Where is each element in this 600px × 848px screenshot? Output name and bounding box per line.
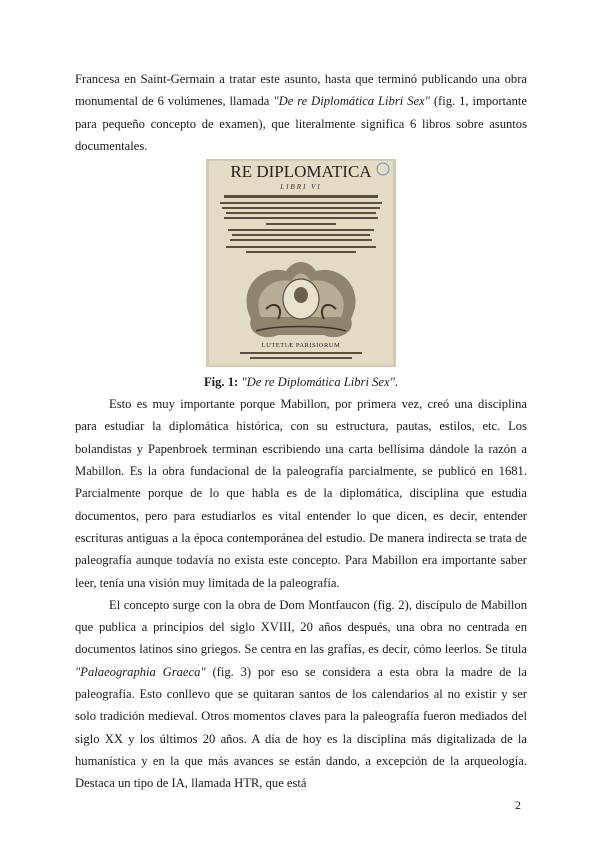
caption-label: Fig. 1: <box>203 375 239 390</box>
book-title-de-re-diplomatica: "De re Diplomática Libri Sex" <box>273 94 430 109</box>
plate-subtitle: LIBRI VI <box>280 183 322 192</box>
paragraph-1-text-a: Francesa en Saint-Germain a tratar este asunto, hasta que terminó publicando una obra monumental de 6 volúmenes, llamada <box>75 72 527 109</box>
page-body <box>75 68 527 795</box>
caption-title: "De re Diplomática Libri Sex" <box>241 375 395 390</box>
paragraph-1-text-b: (fig. 1, importante para pequeño concepto de examen), que literalmente significa 6 libros sobre asuntos documentales. <box>75 94 528 153</box>
page-number: 2 <box>515 798 521 812</box>
book-title-palaeographia-graeca: "Palaeographia Graeca" <box>75 664 206 679</box>
plate-title: RE DIPLOMATICA <box>230 162 372 182</box>
paragraph-2: Esto es muy importante porque Mabillon, por primera vez, creó una disciplina para estudiar la diplomática histórica, con su estructura, pautas, estilos, etc. Los bolandistas y Papenbroek terminan escribiendo una carta bellísima dándole la razón a Mabillon. Es la obra fundacional de la paleografía parcialmente, se publicó en 1681. Parcialmente porque de lo que habla es de la diplomática, disciplina que estudia documentos, pero para estudiarlos es vital entender lo que dicen, es decir, entender escrituras antiguas a la época contemporánea del estudio. De manera indirecta se trata de paleografía aunque todavía no exista este concepto. Para Mabillon era importante saber leer, tenía una visión muy limitada de la paleografía. <box>75 397 527 590</box>
caption-end: . <box>394 375 399 390</box>
title-page-engraving <box>206 159 396 367</box>
paragraph-1 <box>75 68 527 157</box>
plate-imprint: LUTETIÆ PARISIORUM <box>261 342 341 350</box>
paragraph-3 <box>75 594 527 795</box>
figure-1 <box>75 159 527 393</box>
figure-1-caption <box>75 371 527 393</box>
paragraph-3-text-b: (fig. 3) por eso se considera a esta obra la madre de la paleografía. Esto conllevo que se quitaran santos de los calendarios al no existir y ser solo tradición medieval. Otros momentos claves para la paleografía fueron mediados del siglo XX y los últimos 20 años. A día de hoy es la disciplina más digitalizada de la humanística y en la que más avances se están dando, a excepción de la arqueología. Destaca un tipo de IA, llamada HTR, que está <box>75 664 527 791</box>
paragraph-3-text-a: El concepto surge con la obra de Dom Montfaucon (fig. 2), discípulo de Mabillon que publica a principios del siglo XVIII, 20 años después, una obra no centrada en documentos latinos sino griegos. Se centra en las grafías, es decir, cómo leerlos. Se titula <box>75 597 527 657</box>
